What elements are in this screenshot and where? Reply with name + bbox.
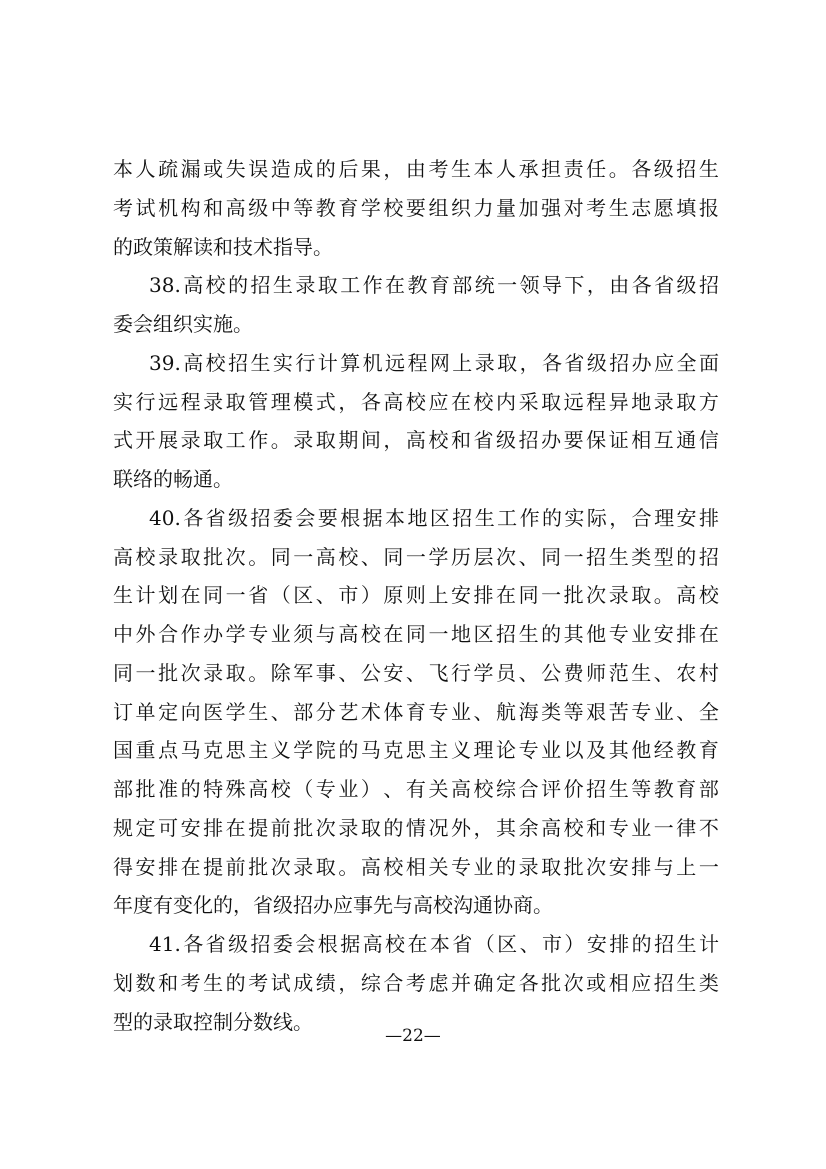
text-line: 订 单 定 向 医 学 生 、 部 分 艺 术 体 育 专 业 、 航 海 类 等 艰 苦 专 业 、 全 [113,699,719,724]
text-line: 联络的畅通。 [113,467,233,491]
paragraph [113,499,719,925]
text-line: 得 安 排 在 提 前 批 次 录 取 。 高 校 相 关 专 业 的 录 取 批 次 安 排 与 上 一 [113,854,719,879]
paragraph [113,266,719,344]
text-line: 高 校 录 取 批 次 。 同 一 高 校 、 同 一 学 历 层 次 、 同 一 招 生 类 型 的 招 [113,544,719,569]
text-line: 本 人 疏 漏 或 失 误 造 成 的 后 果 ， 由 考 生 本 人 承 担 责 任 。 各 级 招 生 [113,157,719,181]
paragraph [113,344,719,499]
text-line: 式 开 展 录 取 工 作 。 录 取 期 间 ， 高 校 和 省 级 招 办 要 保 证 相 互 通 信 [113,428,719,453]
text-line: 的政策解读和技术指导。 [113,234,333,259]
text-line: 生 计 划 在 同 一 省 （ 区 、 市 ） 原 则 上 安 排 在 同 一 批 次 录 取 。 高 校 [113,583,719,608]
paragraph [113,925,719,1041]
text-line: 同 一 批 次 录 取 。 除 军 事 、 公 安 、 飞 行 学 员 、 公 费 师 范 生 、 农 村 [113,660,719,685]
text-line: 部 批 准 的 特 殊 高 校 （ 专 业 ） 、 有 关 高 校 综 合 评 价 招 生 等 教 育 部 [113,777,719,801]
text-line: 40. 各 省 级 招 委 会 要 根 据 本 地 区 招 生 工 作 的 实 际 ， 合 理 安 排 [149,505,719,530]
text-line: 38. 高 校 的 招 生 录 取 工 作 在 教 育 部 统 一 领 导 下 ， 由 各 省 级 招 [149,273,719,298]
text-line: 考 试 机 构 和 高 级 中 等 教 育 学 校 要 组 织 力 量 加 强 对 考 生 志 愿 填 报 [113,195,719,220]
paragraph [113,150,719,266]
page-number: —22— [385,1026,441,1046]
text-line: 39. 高 校 招 生 实 行 计 算 机 远 程 网 上 录 取 ， 各 省 级 招 办 应 全 面 [149,350,719,375]
text-line: 规 定 可 安 排 在 提 前 批 次 录 取 的 情 况 外 ， 其 余 高 校 和 专 业 一 律 不 [113,815,719,840]
document-body [113,150,719,1041]
text-line: 实 行 远 程 录 取 管 理 模 式 ， 各 高 校 应 在 校 内 采 取 远 程 异 地 录 取 方 [113,389,719,414]
text-line: 型的录取控制分数线。 [113,1009,313,1034]
text-line: 41. 各 省 级 招 委 会 根 据 高 校 在 本 省 （ 区 、 市 ） 安 排 的 招 生 计 [149,932,719,956]
text-line: 年度有变化的，省级招办应事先与高校沟通协商。 [113,893,553,918]
text-line: 中 外 合 作 办 学 专 业 须 与 高 校 在 同 一 地 区 招 生 的 其 他 专 业 安 排 在 [113,622,719,646]
text-line: 划 数 和 考 生 的 考 试 成 绩 ， 综 合 考 虑 并 确 定 各 批 次 或 相 应 招 生 类 [113,970,719,995]
text-line: 国 重 点 马 克 思 主 义 学 院 的 马 克 思 主 义 理 论 专 业 以 及 其 他 经 教 育 [113,738,719,763]
text-line: 委会组织实施。 [113,312,253,336]
